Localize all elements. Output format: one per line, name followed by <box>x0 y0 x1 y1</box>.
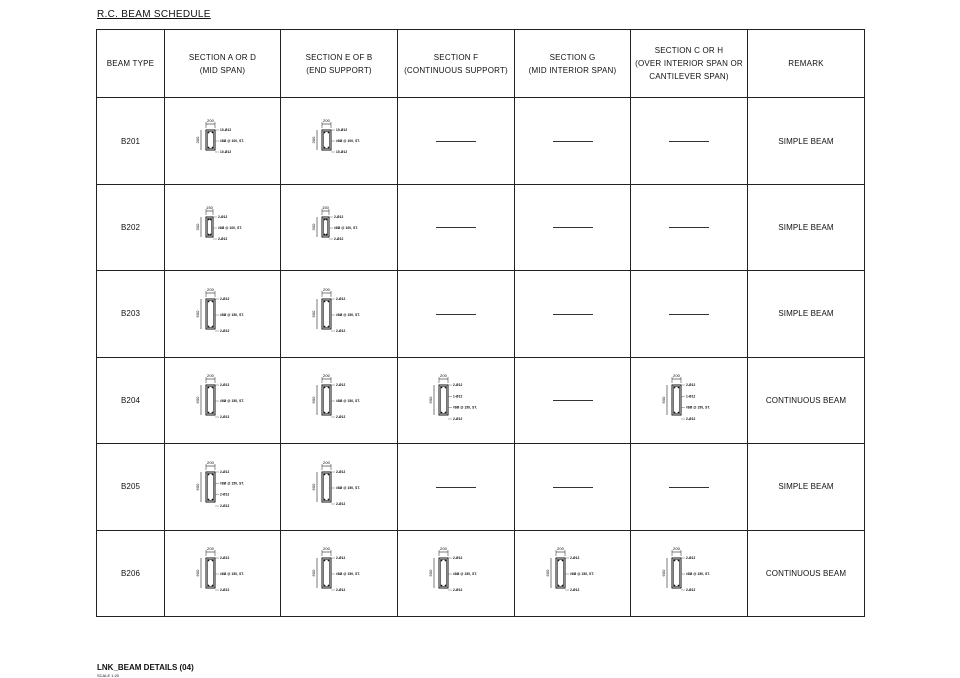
beam-row <box>97 357 865 443</box>
section-cell <box>281 184 398 270</box>
rebar-dot <box>211 585 213 587</box>
rebar-dot <box>211 412 213 414</box>
rebar-label: 2-Ø12 <box>569 588 579 593</box>
rebar-label: 10-Ø12 <box>219 128 231 133</box>
rebar-label: 2-Ø12 <box>334 236 344 241</box>
beam-type-cell: B203 <box>97 271 165 357</box>
stirrup <box>324 218 328 235</box>
rebar-dot <box>678 560 680 562</box>
rebar-dot <box>207 301 209 303</box>
rebar-label: 2-Ø12 <box>219 383 229 388</box>
width-dimension-label: 200 <box>673 373 680 379</box>
section-cell <box>165 530 281 616</box>
beam-type-cell: B204 <box>97 357 165 443</box>
rebar-dot <box>678 585 680 587</box>
rebar-dot <box>328 560 330 562</box>
rebar-dot <box>211 387 213 389</box>
rebar-label: 2-Ø12 <box>453 417 463 422</box>
rebar-label: 2-Ø12 <box>686 417 696 422</box>
rebar-dot <box>324 301 326 303</box>
section-cell <box>281 271 398 357</box>
rebar-dot <box>324 132 326 134</box>
beam-outline <box>206 217 213 237</box>
rebar-dot <box>674 560 676 562</box>
rebar-dot <box>207 147 209 149</box>
rebar-dot <box>328 585 330 587</box>
beam-type-cell: B205 <box>97 444 165 530</box>
beam-section-drawing <box>304 541 374 605</box>
header-remark: REMARK <box>748 30 865 98</box>
rebar-dot <box>324 387 326 389</box>
section-cell <box>515 444 631 530</box>
section-cell <box>281 444 398 530</box>
rebar-dot <box>324 147 326 149</box>
section-cell <box>165 184 281 270</box>
rebar-label: 2-Ø12 <box>336 501 346 506</box>
stirrup <box>441 560 447 587</box>
drawing-title: LNK_BEAM DETAILS (04) <box>97 663 194 672</box>
width-dimension-label: 200 <box>323 459 330 465</box>
rebar-dot <box>441 412 443 414</box>
rebar-dot <box>441 387 443 389</box>
rebar-label: 2-Ø12 <box>217 236 227 241</box>
section-cell <box>281 98 398 184</box>
remark-cell: CONTINUOUS BEAM <box>748 530 865 616</box>
rebar-label: 2-Ø12 <box>336 296 346 301</box>
beam-row <box>97 271 865 357</box>
rebar-label: #8Ø @ 150, ST. <box>336 572 360 577</box>
not-applicable-dash <box>436 487 476 488</box>
rebar-label: 2-Ø12 <box>686 588 696 593</box>
rebar-dot <box>209 218 211 220</box>
section-cell <box>515 357 631 443</box>
rebar-label: 2-Ø12 <box>686 383 696 388</box>
beam-section-drawing <box>188 368 258 432</box>
rebar-dot <box>328 326 330 328</box>
rebar-label: 2-Ø12 <box>217 214 227 219</box>
stirrup <box>674 387 680 414</box>
rebar-dot <box>207 132 209 134</box>
depth-dimension-label: 600 <box>194 483 200 491</box>
rebar-label: #8Ø @ 150, ST. <box>686 572 710 577</box>
rebar-label: 1-Ø12 <box>686 394 696 399</box>
stirrup <box>207 387 213 414</box>
rebar-dot <box>209 233 211 235</box>
rebar-dot <box>211 498 213 500</box>
width-dimension-label: 150 <box>205 204 213 210</box>
rebar-label: 2-Ø12 <box>336 328 346 333</box>
beam-row <box>97 98 865 184</box>
remark-cell: SIMPLE BEAM <box>748 98 865 184</box>
rebar-label: 2-Ø12 <box>336 415 346 420</box>
rebar-dot <box>324 560 326 562</box>
rebar-dot <box>211 560 213 562</box>
section-cell <box>631 271 748 357</box>
rebar-dot <box>561 560 563 562</box>
stirrup <box>557 560 563 587</box>
width-dimension-label: 200 <box>440 373 447 379</box>
rebar-label: 2-Ø12 <box>219 328 229 333</box>
rebar-dot <box>561 585 563 587</box>
rebar-label: 2-Ø12 <box>219 556 229 561</box>
rebar-dot <box>211 301 213 303</box>
stirrup <box>207 473 213 500</box>
beam-section-drawing <box>304 455 374 519</box>
rebar-dot <box>445 585 447 587</box>
not-applicable-dash <box>553 400 593 401</box>
not-applicable-dash <box>553 314 593 315</box>
not-applicable-dash <box>669 227 709 228</box>
rebar-label: #8Ø @ 150, ST. <box>219 312 244 317</box>
depth-dimension-label: 600 <box>194 310 200 318</box>
depth-dimension-label: 600 <box>661 396 666 404</box>
rebar-label: #8Ø @ 150, ST. <box>686 406 710 411</box>
depth-dimension-label: 600 <box>311 396 316 404</box>
rebar-label: 2-Ø12 <box>334 214 344 219</box>
rebar-label: #8Ø @ 150, ST. <box>453 406 477 411</box>
stirrup <box>674 560 680 587</box>
not-applicable-dash <box>553 141 593 142</box>
remark-cell: SIMPLE BEAM <box>748 444 865 530</box>
rebar-label: #8Ø @ 150, ST. <box>453 572 477 577</box>
rebar-label: 2-Ø12 <box>336 588 346 593</box>
section-cell <box>515 530 631 616</box>
depth-dimension-label: 600 <box>311 483 316 491</box>
beam-schedule-table <box>96 29 865 617</box>
rebar-label: 2-Ø12 <box>686 556 696 561</box>
rebar-dot <box>207 218 209 220</box>
rebar-label: #8Ø @ 150, ST. <box>336 312 360 317</box>
rebar-label: #8Ø @ 150, ST. <box>219 481 244 486</box>
not-applicable-dash <box>669 487 709 488</box>
width-dimension-label: 200 <box>323 286 330 292</box>
section-cell <box>515 184 631 270</box>
stirrup <box>324 473 330 500</box>
section-cell <box>165 98 281 184</box>
rebar-dot <box>207 326 209 328</box>
section-cell <box>165 357 281 443</box>
width-dimension-label: 200 <box>556 546 564 552</box>
rebar-dot <box>207 560 209 562</box>
rebar-dot <box>207 585 209 587</box>
beam-section-drawing <box>304 109 374 173</box>
section-cell <box>398 357 515 443</box>
rebar-label: 2-Ø12 <box>219 469 229 474</box>
beam-section-drawing <box>188 109 258 173</box>
rebar-label: 2-Ø12 <box>336 556 346 561</box>
depth-dimension-label: 300 <box>311 223 316 230</box>
rebar-dot <box>324 498 326 500</box>
width-dimension-label: 200 <box>673 546 680 552</box>
beam-section-drawing <box>538 541 608 605</box>
rebar-dot <box>324 473 326 475</box>
rebar-label: 2-Ø12 <box>219 492 229 497</box>
rebar-dot <box>324 218 326 220</box>
depth-dimension-label: 600 <box>428 569 433 577</box>
section-cell <box>515 271 631 357</box>
rebar-label: 10-Ø12 <box>336 128 348 133</box>
rebar-dot <box>207 498 209 500</box>
rebar-dot <box>211 326 213 328</box>
width-dimension-label: 200 <box>206 459 214 465</box>
section-cell <box>398 444 515 530</box>
rebar-label: #8Ø @ 150, ST. <box>219 399 244 404</box>
depth-dimension-label: 600 <box>194 396 200 404</box>
width-dimension-label: 150 <box>322 204 329 210</box>
width-dimension-label: 200 <box>206 286 214 292</box>
rebar-dot <box>328 387 330 389</box>
beam-section-drawing <box>421 368 491 432</box>
beam-row <box>97 444 865 530</box>
rebar-dot <box>207 387 209 389</box>
rebar-dot <box>328 147 330 149</box>
rebar-dot <box>441 585 443 587</box>
header-section-e-of-b: SECTION E OF B (END SUPPORT) <box>281 30 398 98</box>
section-cell <box>398 271 515 357</box>
rebar-dot <box>328 301 330 303</box>
depth-dimension-label: 600 <box>428 396 433 404</box>
rebar-dot <box>674 412 676 414</box>
rebar-dot <box>326 218 328 220</box>
beam-section-drawing <box>188 196 258 260</box>
header-beam-type: BEAM TYPE <box>97 30 165 98</box>
rebar-dot <box>557 585 559 587</box>
rebar-dot <box>445 387 447 389</box>
width-dimension-label: 200 <box>323 373 330 379</box>
beam-section-drawing <box>304 196 374 260</box>
not-applicable-dash <box>553 487 593 488</box>
beam-section-drawing <box>304 368 374 432</box>
section-cell <box>631 530 748 616</box>
stirrup <box>207 218 211 235</box>
header-section-f: SECTION F (CONTINUOUS SUPPORT) <box>398 30 515 98</box>
section-cell <box>631 98 748 184</box>
depth-dimension-label: 600 <box>544 569 550 577</box>
rebar-dot <box>445 560 447 562</box>
rebar-dot <box>674 387 676 389</box>
rebar-label: 1-Ø12 <box>453 394 463 399</box>
width-dimension-label: 200 <box>440 546 447 552</box>
stirrup <box>324 300 330 327</box>
stirrup <box>441 387 447 414</box>
beam-section-drawing <box>304 282 374 346</box>
beam-section-drawing <box>654 541 724 605</box>
stirrup <box>324 132 330 149</box>
sheet-title: R.C. BEAM SCHEDULE <box>97 9 211 20</box>
beam-type-cell: B202 <box>97 184 165 270</box>
section-cell <box>515 98 631 184</box>
rebar-label: 2-Ø12 <box>219 588 229 593</box>
rebar-label: 2-Ø12 <box>219 503 229 508</box>
stirrup <box>207 560 213 587</box>
header-section-c-or-h: SECTION C OR H (OVER INTERIOR SPAN OR CANTILEVER SPAN) <box>631 30 748 98</box>
rebar-label: 2-Ø12 <box>453 588 463 593</box>
rebar-label: #8Ø @ 150, ST. <box>219 572 244 577</box>
rebar-dot <box>324 233 326 235</box>
rebar-label: 2-Ø12 <box>219 296 229 301</box>
remark-cell: CONTINUOUS BEAM <box>748 357 865 443</box>
beam-outline <box>322 217 329 237</box>
beam-section-drawing <box>188 282 258 346</box>
rebar-dot <box>207 412 209 414</box>
rebar-dot <box>324 585 326 587</box>
rebar-label: 2-Ø12 <box>569 556 579 561</box>
beam-section-drawing <box>188 541 258 605</box>
rebar-dot <box>211 132 213 134</box>
beam-row <box>97 184 865 270</box>
remark-cell: SIMPLE BEAM <box>748 271 865 357</box>
rebar-dot <box>445 412 447 414</box>
width-dimension-label: 200 <box>206 373 214 379</box>
rebar-label: #8Ø @ 100, ST. <box>334 225 358 230</box>
beam-type-cell: B201 <box>97 98 165 184</box>
rebar-label: 2-Ø12 <box>336 383 346 388</box>
drawing-scale: SCALE 1:20 <box>97 673 120 678</box>
rebar-dot <box>324 412 326 414</box>
stirrup <box>207 132 213 149</box>
rebar-label: #8Ø @ 150, ST. <box>336 399 360 404</box>
rebar-dot <box>207 233 209 235</box>
header-row <box>97 30 865 98</box>
not-applicable-dash <box>553 227 593 228</box>
rebar-label: 10-Ø12 <box>336 150 348 155</box>
section-cell <box>165 444 281 530</box>
rebar-label: 2-Ø12 <box>453 556 463 561</box>
section-cell <box>281 530 398 616</box>
width-dimension-label: 200 <box>206 118 214 124</box>
rebar-dot <box>207 473 209 475</box>
rebar-dot <box>678 412 680 414</box>
rebar-label: #8Ø @ 100, ST. <box>217 225 242 230</box>
rebar-dot <box>328 498 330 500</box>
rebar-dot <box>328 412 330 414</box>
beam-section-drawing <box>421 541 491 605</box>
not-applicable-dash <box>436 141 476 142</box>
section-cell <box>165 271 281 357</box>
depth-dimension-label: 600 <box>311 310 316 318</box>
beam-section-drawing <box>654 368 724 432</box>
beam-row <box>97 530 865 616</box>
rebar-label: 2-Ø12 <box>453 383 463 388</box>
section-cell <box>631 357 748 443</box>
beam-type-cell: B206 <box>97 530 165 616</box>
depth-dimension-label: 600 <box>311 569 316 577</box>
remark-cell: SIMPLE BEAM <box>748 184 865 270</box>
rebar-label: #8Ø @ 100, ST. <box>219 139 244 144</box>
rebar-dot <box>441 560 443 562</box>
width-dimension-label: 200 <box>323 118 330 124</box>
width-dimension-label: 200 <box>206 546 214 552</box>
rebar-label: 10-Ø12 <box>219 150 231 155</box>
rebar-label: #8Ø @ 150, ST. <box>336 485 360 490</box>
depth-dimension-label: 600 <box>661 569 666 577</box>
rebar-dot <box>328 473 330 475</box>
rebar-dot <box>328 132 330 134</box>
section-cell <box>281 357 398 443</box>
rebar-dot <box>211 147 213 149</box>
depth-dimension-label: 300 <box>194 136 200 144</box>
not-applicable-dash <box>436 314 476 315</box>
rebar-dot <box>678 387 680 389</box>
not-applicable-dash <box>669 141 709 142</box>
header-section-g: SECTION G (MID INTERIOR SPAN) <box>515 30 631 98</box>
rebar-label: #8Ø @ 100, ST. <box>336 139 360 144</box>
rebar-dot <box>326 233 328 235</box>
rebar-label: #8Ø @ 150, ST. <box>569 572 594 577</box>
section-cell <box>398 98 515 184</box>
rebar-label: 2-Ø12 <box>219 415 229 420</box>
depth-dimension-label: 300 <box>194 223 200 230</box>
depth-dimension-label: 600 <box>194 569 200 577</box>
rebar-dot <box>211 473 213 475</box>
width-dimension-label: 200 <box>323 546 330 552</box>
not-applicable-dash <box>669 314 709 315</box>
header-section-a-or-d: SECTION A OR D (MID SPAN) <box>165 30 281 98</box>
section-cell <box>398 530 515 616</box>
section-cell <box>398 184 515 270</box>
stirrup <box>207 300 213 327</box>
beam-section-drawing <box>188 455 258 519</box>
rebar-label: 2-Ø12 <box>336 469 346 474</box>
stirrup <box>324 387 330 414</box>
rebar-dot <box>674 585 676 587</box>
section-cell <box>631 444 748 530</box>
depth-dimension-label: 300 <box>311 136 316 144</box>
not-applicable-dash <box>436 227 476 228</box>
rebar-dot <box>324 326 326 328</box>
stirrup <box>324 560 330 587</box>
rebar-dot <box>557 560 559 562</box>
section-cell <box>631 184 748 270</box>
